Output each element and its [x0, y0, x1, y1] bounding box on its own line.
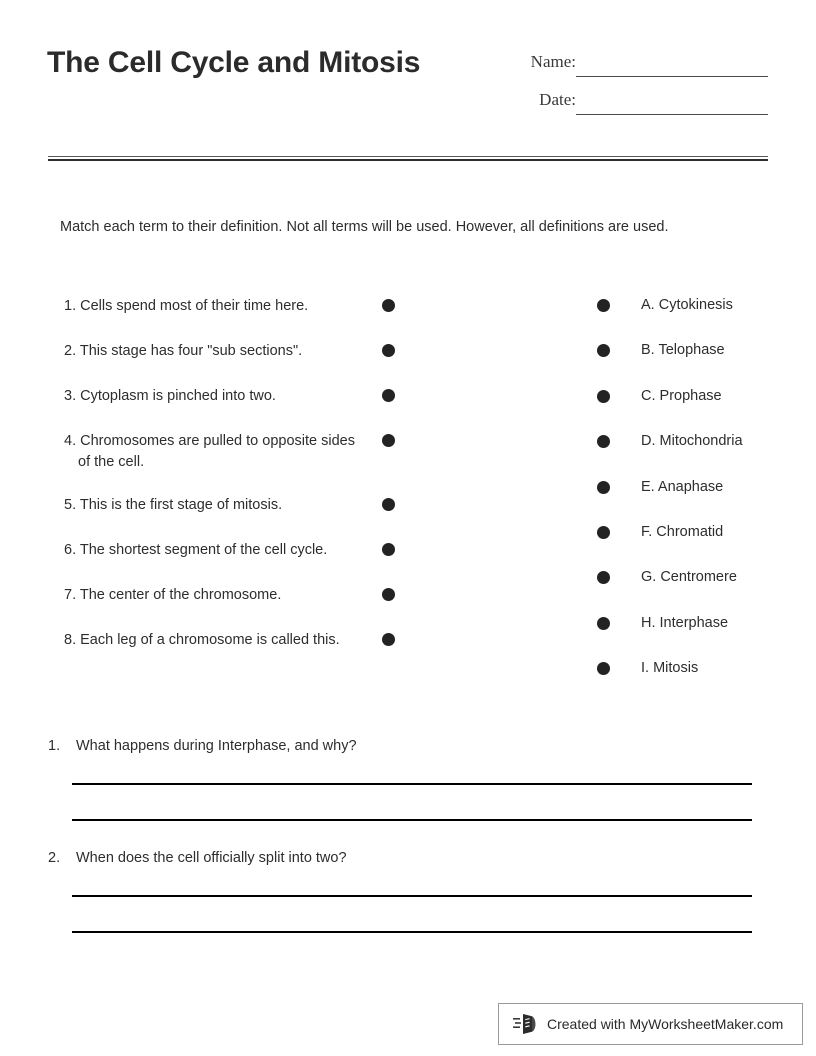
footer-badge-content — [499, 1004, 802, 1044]
header-divider — [48, 156, 768, 161]
date-field-row — [516, 88, 772, 126]
choice-bullet[interactable] — [597, 344, 610, 357]
choices-column — [597, 296, 797, 705]
short-answer-section — [0, 738, 816, 962]
answer-line[interactable] — [72, 931, 752, 933]
definition-item[interactable] — [64, 341, 394, 386]
flying-page-icon — [513, 1012, 539, 1036]
choice-item[interactable] — [597, 341, 797, 386]
definition-item[interactable] — [64, 585, 394, 630]
choice-bullet[interactable] — [597, 617, 610, 630]
worksheet-header — [0, 0, 816, 170]
definition-text: 6. The shortest segment of the cell cycle. — [64, 542, 328, 558]
definition-bullet[interactable] — [382, 389, 395, 402]
definitions-column — [64, 296, 394, 694]
definition-text: 4. Chromosomes are pulled to opposite sides of the cell. — [64, 433, 355, 470]
choice-item[interactable] — [597, 478, 797, 523]
definition-item[interactable] — [64, 495, 394, 540]
choice-item[interactable] — [597, 523, 797, 568]
definition-bullet[interactable] — [382, 588, 395, 601]
choice-label: F. Chromatid — [641, 523, 724, 540]
choice-label: D. Mitochondria — [641, 433, 743, 450]
definition-item[interactable] — [64, 296, 394, 341]
choice-bullet[interactable] — [597, 526, 610, 539]
definition-bullet[interactable] — [382, 543, 395, 556]
question-number: 2. — [48, 850, 61, 866]
choice-label: B. Telophase — [641, 342, 725, 359]
date-label: Date: — [539, 90, 576, 109]
question-number: 1. — [48, 738, 61, 754]
choice-item[interactable] — [597, 614, 797, 659]
definition-item[interactable] — [64, 386, 394, 431]
choice-label: H. Interphase — [641, 614, 729, 631]
answer-line[interactable] — [72, 819, 752, 821]
choice-item[interactable] — [597, 659, 797, 704]
definition-item[interactable] — [64, 431, 394, 495]
choice-label: G. Centromere — [641, 569, 737, 586]
definition-text: 3. Cytoplasm is pinched into two. — [64, 388, 276, 404]
choice-label: A. Cytokinesis — [641, 297, 733, 313]
question-block — [0, 738, 816, 850]
choice-bullet[interactable] — [597, 390, 610, 403]
choice-label: E. Anaphase — [641, 478, 724, 495]
choice-item[interactable] — [597, 432, 797, 477]
choice-bullet[interactable] — [597, 481, 610, 494]
choice-bullet[interactable] — [597, 435, 610, 448]
definition-text: 7. The center of the chromosome. — [64, 587, 282, 603]
answer-line[interactable] — [72, 895, 752, 897]
choice-bullet[interactable] — [597, 299, 610, 312]
page-title: The Cell Cycle and Mitosis — [47, 46, 421, 79]
question-text: What happens during Interphase, and why? — [76, 738, 357, 754]
question-text: When does the cell officially split into two? — [76, 850, 347, 866]
choice-item[interactable] — [597, 568, 797, 613]
choice-bullet[interactable] — [597, 571, 610, 584]
question-block — [0, 850, 816, 962]
choice-label: C. Prophase — [641, 387, 722, 404]
footer-badge[interactable] — [498, 1003, 803, 1045]
date-input-line[interactable] — [576, 114, 768, 115]
name-date-fields — [516, 50, 772, 126]
definition-item[interactable] — [64, 540, 394, 585]
name-input-line[interactable] — [576, 76, 768, 77]
definition-text: 5. This is the first stage of mitosis. — [64, 497, 283, 513]
choice-item[interactable] — [597, 296, 797, 341]
definition-text: 2. This stage has four "sub sections". — [64, 343, 303, 359]
definition-text: 1. Cells spend most of their time here. — [64, 298, 309, 314]
name-label: Name: — [530, 52, 576, 71]
definition-bullet[interactable] — [382, 498, 395, 511]
instructions-text: Match each term to their definition. Not all terms will be used. However, all definitions are used. — [60, 219, 669, 235]
answer-line[interactable] — [72, 783, 752, 785]
choice-bullet[interactable] — [597, 662, 610, 675]
definition-text: 8. Each leg of a chromosome is called this. — [64, 632, 340, 648]
definition-item[interactable] — [64, 630, 394, 694]
divider-thick-rule — [48, 159, 768, 161]
definition-bullet[interactable] — [382, 633, 395, 646]
definition-bullet[interactable] — [382, 299, 395, 312]
definition-bullet[interactable] — [382, 344, 395, 357]
definition-bullet[interactable] — [382, 434, 395, 447]
name-field-row — [516, 50, 772, 88]
footer-badge-text: Created with MyWorksheetMaker.com — [547, 1016, 784, 1032]
choice-label: I. Mitosis — [641, 660, 699, 677]
choice-item[interactable] — [597, 387, 797, 432]
